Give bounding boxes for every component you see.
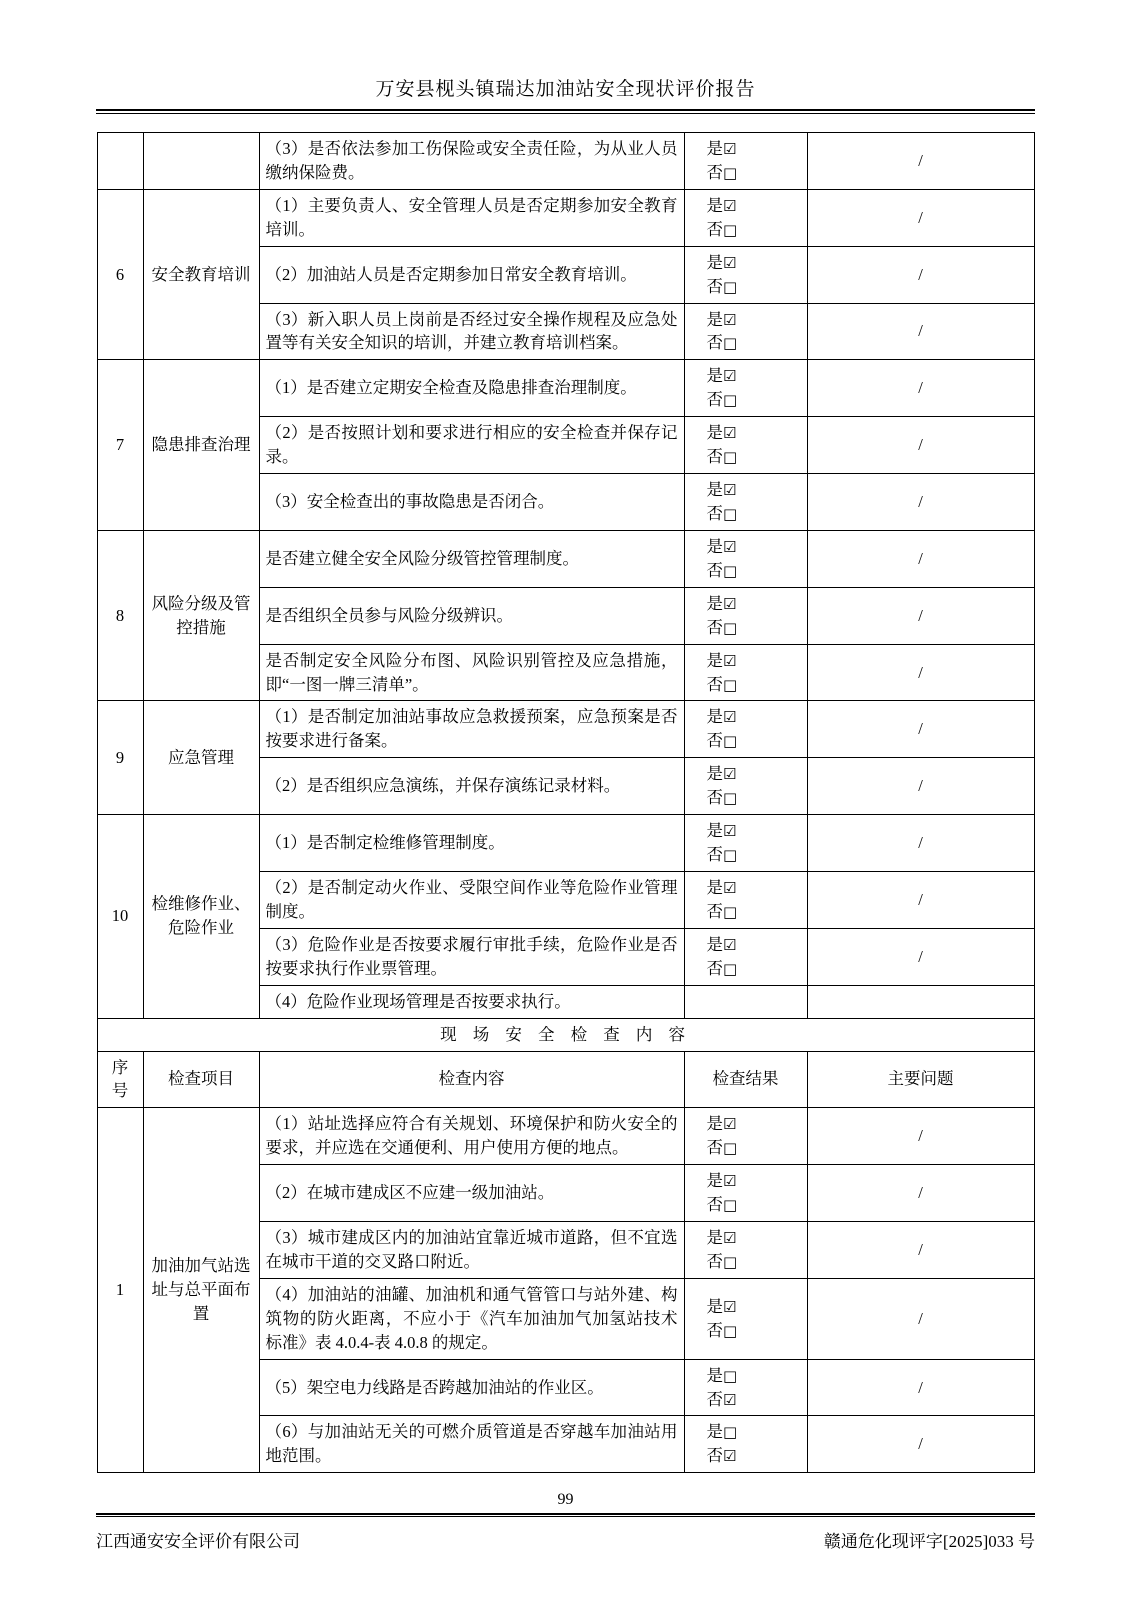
header-item: 检查项目 — [143, 1051, 259, 1108]
row-result — [684, 644, 807, 701]
row-result — [684, 1416, 807, 1473]
row-no: 7 — [97, 360, 143, 531]
row-problem: / — [807, 1222, 1034, 1279]
row-result — [684, 758, 807, 815]
result-no[interactable]: 否□ — [706, 845, 738, 865]
row-problem: / — [807, 587, 1034, 644]
row-result — [684, 1222, 807, 1279]
row-content: （3）危险作业是否按要求履行审批手续，危险作业是否按要求执行作业票管理。 — [259, 928, 684, 985]
row-item: 隐患排查治理 — [143, 360, 259, 531]
footer-rule-thick — [96, 1513, 1035, 1515]
header-no: 序 号 — [97, 1051, 143, 1108]
row-content: 是否组织全员参与风险分级辨识。 — [259, 587, 684, 644]
row-problem: / — [807, 758, 1034, 815]
header-problem: 主要问题 — [807, 1051, 1034, 1108]
section-title: 现 场 安 全 检 查 内 容 — [97, 1018, 1034, 1051]
result-no[interactable]: 否☑ — [706, 1446, 737, 1466]
row-content: （2）是否组织应急演练，并保存演练记录材料。 — [259, 758, 684, 815]
row-problem: / — [807, 871, 1034, 928]
row-result — [684, 1359, 807, 1416]
row-problem: / — [807, 1165, 1034, 1222]
row-problem: / — [807, 417, 1034, 474]
row-result — [684, 189, 807, 246]
result-no[interactable]: 否□ — [706, 731, 738, 751]
result-yes[interactable]: 是☑ — [706, 593, 737, 613]
result-no[interactable]: 否□ — [706, 1195, 738, 1215]
result-yes[interactable]: 是☑ — [706, 764, 737, 784]
result-no[interactable]: 否□ — [706, 447, 738, 467]
row-result — [684, 303, 807, 360]
row-item — [143, 133, 259, 190]
row-content: （1）主要负责人、安全管理人员是否定期参加安全教育培训。 — [259, 189, 684, 246]
result-yes[interactable]: 是☑ — [706, 423, 737, 443]
row-item: 风险分级及管控措施 — [143, 530, 259, 701]
result-no[interactable]: 否□ — [706, 1320, 738, 1340]
result-no[interactable]: 否□ — [706, 788, 738, 808]
result-no[interactable]: 否□ — [706, 958, 738, 978]
footer-rule-thin — [96, 1516, 1035, 1517]
row-result — [684, 871, 807, 928]
result-yes[interactable]: 是☑ — [706, 1114, 737, 1134]
result-no[interactable]: 否□ — [706, 276, 738, 296]
table-row — [97, 1108, 1034, 1165]
row-result — [684, 1165, 807, 1222]
header-result: 检查结果 — [684, 1051, 807, 1108]
header-rule-thick — [96, 109, 1035, 111]
result-yes[interactable]: 是☑ — [706, 366, 737, 386]
result-yes[interactable]: 是□ — [706, 1422, 738, 1442]
header-content: 检查内容 — [259, 1051, 684, 1108]
row-item: 加油加气站选址与总平面布置 — [143, 1108, 259, 1473]
row-no: 10 — [97, 815, 143, 1018]
row-result — [684, 1108, 807, 1165]
result-yes[interactable]: 是☑ — [706, 821, 737, 841]
table-row — [97, 815, 1034, 872]
row-no: 8 — [97, 530, 143, 701]
row-content: （4）危险作业现场管理是否按要求执行。 — [259, 985, 684, 1018]
row-result — [684, 246, 807, 303]
row-problem: / — [807, 1108, 1034, 1165]
result-yes[interactable]: 是☑ — [706, 536, 737, 556]
result-yes[interactable]: 是☑ — [706, 650, 737, 670]
result-no[interactable]: 否□ — [706, 1138, 738, 1158]
row-problem: / — [807, 474, 1034, 531]
table-header-row — [97, 1051, 1034, 1108]
row-result — [684, 701, 807, 758]
row-content: （2）是否制定动火作业、受限空间作业等危险作业管理制度。 — [259, 871, 684, 928]
row-result — [684, 928, 807, 985]
header-rule-thin — [96, 113, 1035, 114]
row-result — [684, 474, 807, 531]
table-row — [97, 701, 1034, 758]
result-yes[interactable]: 是☑ — [706, 1296, 737, 1316]
row-problem: / — [807, 189, 1034, 246]
footer-company: 江西通安安全评价有限公司 — [96, 1532, 300, 1551]
result-no[interactable]: 否□ — [706, 162, 738, 182]
row-no: 1 — [97, 1108, 143, 1473]
row-content: （6）与加油站无关的可燃介质管道是否穿越车加油站用地范围。 — [259, 1416, 684, 1473]
result-no[interactable]: 否□ — [706, 560, 738, 580]
row-content: （5）架空电力线路是否跨越加油站的作业区。 — [259, 1359, 684, 1416]
result-yes[interactable]: 是☑ — [706, 707, 737, 727]
result-yes[interactable]: 是☑ — [706, 1228, 737, 1248]
row-content: （1）是否制定加油站事故应急救援预案，应急预案是否按要求进行备案。 — [259, 701, 684, 758]
row-content: 是否建立健全安全风险分级管控管理制度。 — [259, 530, 684, 587]
row-result — [684, 815, 807, 872]
page-number: 99 — [557, 1491, 574, 1508]
row-result — [684, 360, 807, 417]
row-problem: / — [807, 246, 1034, 303]
row-problem — [807, 985, 1034, 1018]
result-no[interactable]: 否□ — [706, 617, 738, 637]
row-item: 检维修作业、危险作业 — [143, 815, 259, 1018]
row-result — [684, 530, 807, 587]
row-content: （2）在城市建成区不应建一级加油站。 — [259, 1165, 684, 1222]
row-problem: / — [807, 644, 1034, 701]
row-content: （1）站址选择应符合有关规划、环境保护和防火安全的要求，并应选在交通便利、用户使用方便的地点。 — [259, 1108, 684, 1165]
row-result — [684, 133, 807, 190]
row-problem: / — [807, 133, 1034, 190]
row-item: 安全教育培训 — [143, 189, 259, 360]
row-content: （2）加油站人员是否定期参加日常安全教育培训。 — [259, 246, 684, 303]
row-problem: / — [807, 1416, 1034, 1473]
row-content: 是否制定安全风险分布图、风险识别管控及应急措施，即“一图一牌三清单”。 — [259, 644, 684, 701]
row-result — [684, 587, 807, 644]
document-title: 万安县枧头镇瑞达加油站安全现状评价报告 — [375, 79, 756, 100]
row-problem: / — [807, 1278, 1034, 1359]
row-no: 9 — [97, 701, 143, 815]
row-problem: / — [807, 360, 1034, 417]
row-problem: / — [807, 815, 1034, 872]
row-result — [684, 417, 807, 474]
result-yes[interactable]: 是☑ — [706, 252, 737, 272]
row-content: （3）安全检查出的事故隐患是否闭合。 — [259, 474, 684, 531]
row-content: （4）加油站的油罐、加油机和通气管管口与站外建、构筑物的防火距离，不应小于《汽车加油加气加氢站技术标准》表 4.0.4-表 4.0.8 的规定。 — [259, 1278, 684, 1359]
row-problem: / — [807, 1359, 1034, 1416]
row-problem: / — [807, 303, 1034, 360]
result-yes[interactable]: 是☑ — [706, 934, 737, 954]
result-yes[interactable]: 是☑ — [706, 1171, 737, 1191]
result-no[interactable]: 否□ — [706, 503, 738, 523]
row-item: 应急管理 — [143, 701, 259, 815]
table-row — [97, 360, 1034, 417]
table-row — [97, 530, 1034, 587]
page-header — [96, 0, 1035, 101]
result-yes[interactable]: 是☑ — [706, 195, 737, 215]
result-yes[interactable]: 是□ — [706, 1365, 738, 1385]
row-content: （3）城市建成区内的加油站宜靠近城市道路，但不宜选在城市干道的交叉路口附近。 — [259, 1222, 684, 1279]
row-no — [97, 133, 143, 190]
result-no[interactable]: 否□ — [706, 1251, 738, 1271]
row-problem: / — [807, 530, 1034, 587]
row-content: （3）是否依法参加工伤保险或安全责任险，为从业人员缴纳保险费。 — [259, 133, 684, 190]
row-content: （3）新入职人员上岗前是否经过安全操作规程及应急处置等有关安全知识的培训，并建立教育培训档案。 — [259, 303, 684, 360]
row-content: （1）是否制定检维修管理制度。 — [259, 815, 684, 872]
safety-checklist-table — [97, 132, 1035, 1473]
row-content: （2）是否按照计划和要求进行相应的安全检查并保存记录。 — [259, 417, 684, 474]
row-result — [684, 1278, 807, 1359]
result-no[interactable]: 否□ — [706, 333, 738, 353]
row-problem: / — [807, 701, 1034, 758]
page-footer — [96, 1491, 1035, 1552]
result-yes[interactable]: 是☑ — [706, 480, 737, 500]
result-yes[interactable]: 是☑ — [706, 309, 737, 329]
row-no: 6 — [97, 189, 143, 360]
result-no[interactable]: 否□ — [706, 219, 738, 239]
table-row — [97, 133, 1034, 190]
row-problem: / — [807, 928, 1034, 985]
table-row — [97, 189, 1034, 246]
footer-doc-number: 赣通危化现评字[2025]033 号 — [823, 1532, 1035, 1551]
section-banner-row — [97, 1018, 1034, 1051]
result-no[interactable]: 否□ — [706, 901, 738, 921]
result-no[interactable]: 否☑ — [706, 1389, 737, 1409]
result-yes[interactable]: 是☑ — [706, 877, 737, 897]
result-no[interactable]: 否□ — [706, 390, 738, 410]
row-content: （1）是否建立定期安全检查及隐患排查治理制度。 — [259, 360, 684, 417]
result-yes[interactable]: 是☑ — [706, 139, 737, 158]
row-result — [684, 985, 807, 1018]
result-no[interactable]: 否□ — [706, 674, 738, 694]
